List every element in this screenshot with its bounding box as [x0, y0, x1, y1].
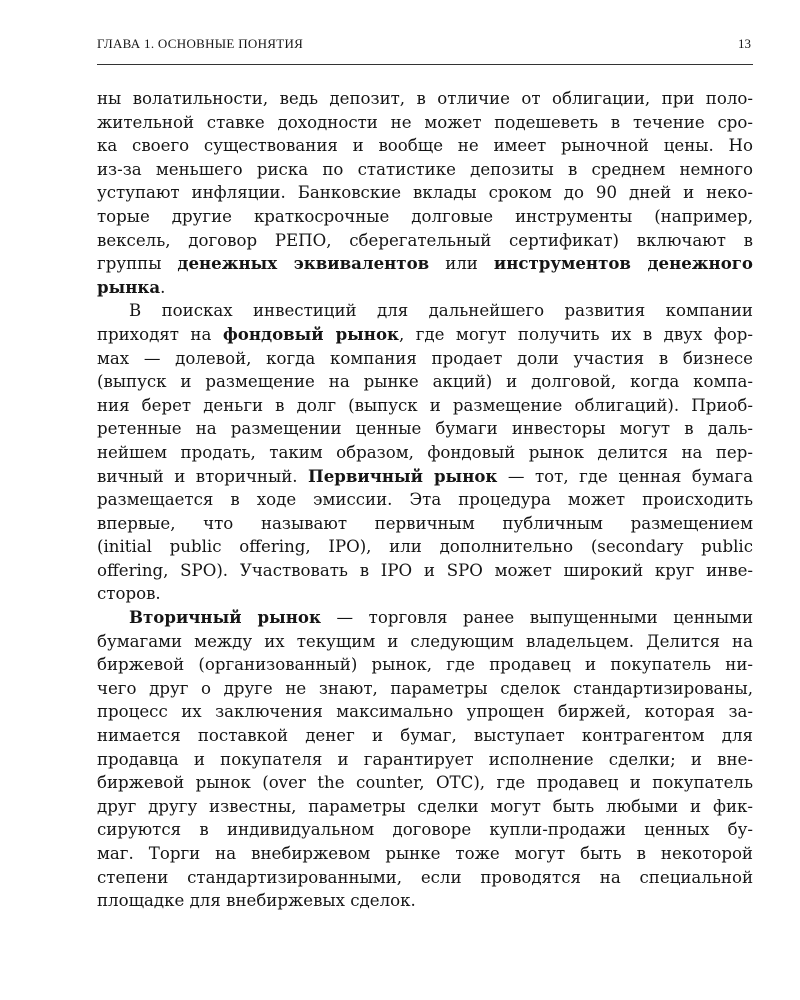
text-line: маг. Торги на внебиржевом рынке тоже могут быть в некоторой: [97, 844, 753, 863]
text-run: вичный и вторичный.: [97, 466, 309, 486]
term-secondary-market: Вторичный рынок: [129, 607, 321, 628]
text-line: [97, 323, 753, 347]
paragraph: [97, 87, 753, 299]
text-line: вексель, договор РЕПО, сберегательный сертификат) включают в: [97, 230, 753, 250]
text-line: ния берет деньги в долг (выпуск и размещение облигаций). Приоб-: [97, 395, 753, 415]
text-line: [97, 465, 753, 489]
text-line: площадке для внебиржевых сделок.: [97, 891, 416, 911]
text-line: нимается поставкой денег и бумаг, выступает контрагентом для: [97, 726, 753, 746]
text-line: сторов.: [97, 584, 161, 604]
text-line: (initial public offering, IPO), или дополнительно (secondary public: [97, 537, 753, 557]
chapter-title: ГЛАВА 1. ОСНОВНЫЕ ПОНЯТИЯ: [97, 36, 304, 51]
text-line: уступают инфляции. Банковские вклады сроком до 90 дней и неко-: [97, 183, 753, 203]
term-money-market-instruments-cont: рынка: [97, 276, 161, 297]
text-run: или: [429, 254, 494, 274]
text-line: впервые, что называют первичным публичным размещением: [97, 513, 753, 533]
text-line: размещается в ходе эмиссии. Эта процедура может происходить: [97, 490, 753, 510]
text-run: — тот, где ценная бумага: [497, 466, 753, 486]
text-line: чего друг о друге не знают, параметры сделок стандартизированы,: [97, 678, 753, 698]
text-line: В поисках инвестиций для дальнейшего развития компании: [129, 301, 753, 321]
text-line: ны волатильности, ведь депозит, в отличие от облигации, при поло-: [97, 89, 753, 108]
text-line: [97, 606, 753, 630]
text-line: [97, 252, 753, 276]
text-line: друг другу известны, параметры сделки могут быть любыми и фик-: [97, 796, 753, 816]
paragraph: [97, 299, 753, 606]
text-run: , где могут получить их в двух фор-: [399, 324, 753, 344]
paragraph: [97, 606, 753, 913]
text-run: группы: [97, 254, 178, 274]
text-line: биржевой (организованный) рынок, где продавец и покупатель ни-: [97, 655, 753, 675]
text-run: приходят на: [97, 324, 223, 344]
text-run: .: [160, 277, 166, 297]
text-line: процесс их заключения максимально упрощен биржей, которая за-: [97, 702, 753, 722]
text-line: продавца и покупателя и гарантирует исполнение сделки; и вне-: [97, 749, 753, 769]
text-line: сируются в индивидуальном договоре купли-продажи ценных бу-: [97, 820, 753, 840]
page-number: 13: [738, 36, 751, 51]
term-primary-market: Первичный рынок: [308, 465, 498, 486]
term-stock-market: фондовый рынок: [222, 323, 399, 344]
text-line: ка своего существования и вообще не имеет рыночной цены. Но: [97, 136, 753, 156]
text-line: ретенные на размещении ценные бумаги инвесторы могут в даль-: [97, 419, 753, 439]
running-header: [97, 30, 753, 65]
text-line: степени стандартизированными, если проводятся на специальной: [97, 867, 753, 887]
text-line: offering, SPO). Участвовать в IPO и SPO может широкий круг инве-: [97, 560, 753, 580]
text-line: биржевой рынок (over the counter, OTC), где продавец и покупатель: [97, 773, 753, 793]
text-line: бумагами между их текущим и следующим владельцем. Делится на: [97, 631, 753, 651]
text-line: торые другие краткосрочные долговые инструменты (например,: [97, 206, 753, 226]
body-text: [97, 87, 753, 913]
text-line: жительной ставке доходности не может подешеветь в течение сро-: [97, 112, 753, 132]
term-cash-equivalents: денежных эквивалентов: [177, 253, 430, 274]
text-line: мах — долевой, когда компания продает доли участия в бизнесе: [97, 348, 753, 368]
text-run: — торговля ранее выпущенными ценными: [321, 608, 753, 628]
text-line: нейшем продать, таким образом, фондовый рынок делится на пер-: [97, 442, 753, 462]
text-line: [97, 276, 753, 300]
text-line: (выпуск и размещение на рынке акций) и долговой, когда компа-: [97, 372, 753, 392]
text-line: из-за меньшего риска по статистике депозиты в среднем немного: [97, 159, 753, 179]
term-money-market-instruments: инструментов денежного: [493, 253, 753, 274]
